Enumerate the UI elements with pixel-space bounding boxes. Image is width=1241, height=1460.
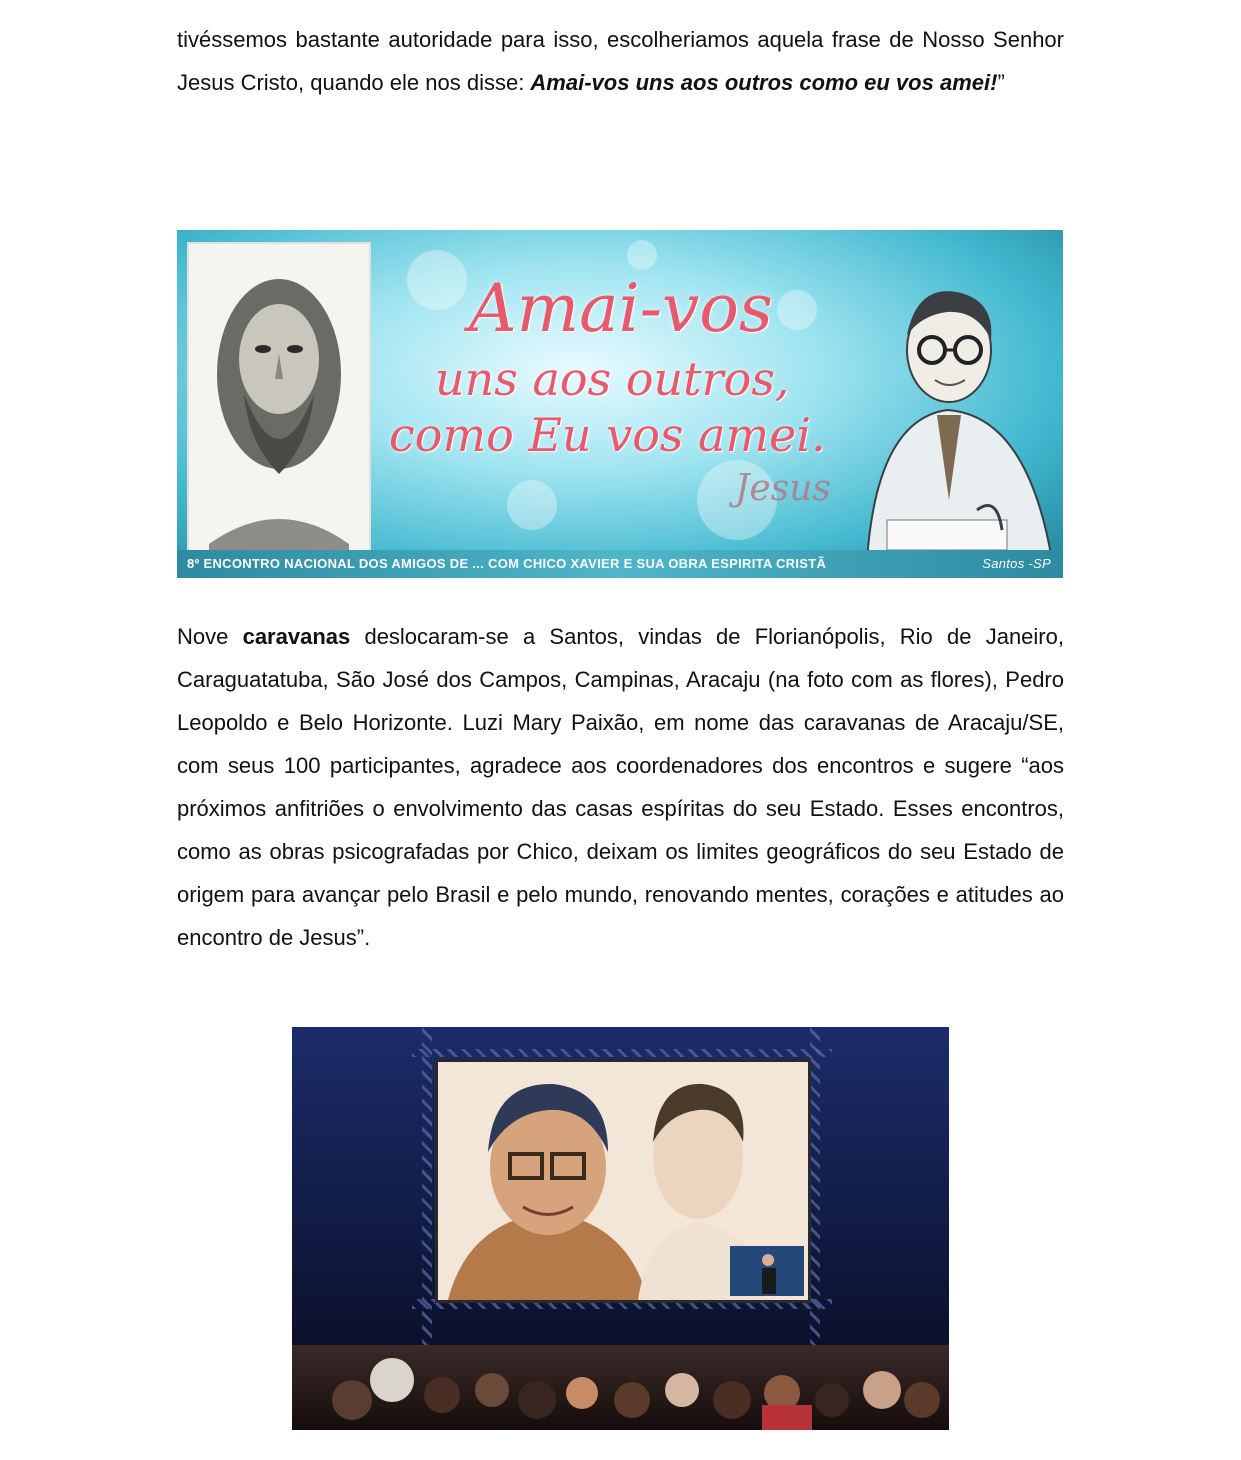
bold-keyword: caravanas	[242, 624, 351, 649]
quote-emphasis: Amai-vos uns aos outros como eu vos amei!	[530, 70, 998, 95]
projection-screen	[435, 1059, 811, 1303]
paragraph-body: deslocaram-se a Santos, vindas de Florianópolis, Rio de Janeiro, Caraguatatuba, São José dos Campos, Campinas, Aracaju (na foto com as flores), Pedro Leopoldo e Belo Horizonte. Luzi Mary Paixão, em nome das caravanas de Aracaju/SE, com seus 100 participantes, agradece aos coordenadores dos encontros e sugere “aos próximos anfitriões o envolvimento das casas espíritas do seu Estado. Esses encontros, como as obras psicografadas por Chico, deixam os limites geográficos do seu Estado de origem para avançar pelo Brasil e pelo mundo, renovando mentes, corações e atitudes ao encontro de Jesus”.	[177, 624, 1064, 950]
banner-footer-text: 8º ENCONTRO NACIONAL DOS AMIGOS DE ... COM CHICO XAVIER E SUA OBRA ESPIRITA CRISTÃ	[187, 556, 827, 571]
opening-paragraph	[177, 18, 1064, 104]
banner-footer-city: Santos -SP	[982, 556, 1051, 571]
caravans-paragraph	[177, 615, 1064, 959]
closing-quote-mark: ”	[997, 70, 1005, 95]
jesus-portrait-image	[187, 242, 371, 568]
banner-signature: Jesus	[735, 468, 831, 509]
banner-footer-strip	[177, 550, 1063, 578]
paragraph-text: tivéssemos bastante autoridade para isso, escolheriamos aquela frase de Nosso Senhor Jesus Cristo, quando ele nos disse:	[177, 27, 1064, 95]
banner-subtitle-line: uns aos outros,	[435, 352, 790, 406]
paragraph-lead: Nove	[177, 624, 243, 649]
audience-crowd	[292, 1345, 949, 1430]
banner-title: Amai-vos	[469, 270, 773, 347]
event-banner-image	[177, 230, 1063, 578]
banner-subtitle-line: como Eu vos amei.	[389, 408, 826, 462]
event-auditorium-photo	[292, 1027, 949, 1430]
chico-xavier-drawing	[827, 240, 1057, 560]
